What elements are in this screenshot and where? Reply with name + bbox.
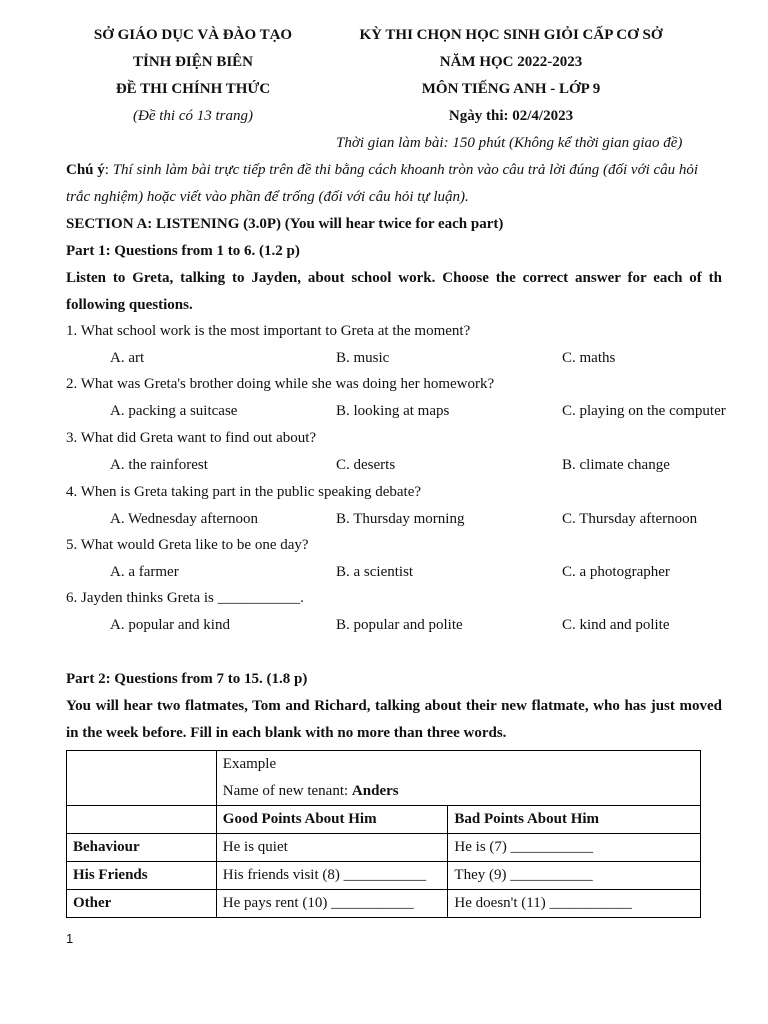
table-cell-empty bbox=[67, 806, 217, 834]
q3-option-c[interactable]: C. deserts bbox=[336, 457, 396, 473]
question-6: 6. Jayden thinks Greta is ___________. bbox=[66, 590, 304, 606]
header-official-exam: ĐỀ THI CHÍNH THỨC bbox=[115, 81, 271, 97]
q3-option-a[interactable]: A. the rainforest bbox=[110, 457, 208, 473]
header-exam-date: Ngày thi: 02/4/2023 bbox=[448, 108, 574, 124]
header-department: SỞ GIÁO DỤC VÀ ĐÀO TẠO bbox=[93, 27, 293, 43]
blank-10[interactable]: He pays rent (10) ___________ bbox=[216, 890, 448, 918]
q5-option-c[interactable]: C. a photographer bbox=[562, 564, 670, 580]
row-label-friends: His Friends bbox=[67, 862, 217, 890]
q2-option-b[interactable]: B. looking at maps bbox=[336, 403, 450, 419]
q4-option-c[interactable]: C. Thursday afternoon bbox=[562, 511, 698, 527]
table-row bbox=[67, 862, 701, 890]
part2-instruction-2: in the week before. Fill in each blank with no more than three words. bbox=[66, 725, 507, 741]
table-header-row bbox=[67, 806, 701, 834]
header-exam-name: KỲ THI CHỌN HỌC SINH GIỎI CẤP CƠ SỞ bbox=[359, 27, 663, 43]
blank-8[interactable]: His friends visit (8) ___________ bbox=[216, 862, 448, 890]
q6-option-b[interactable]: B. popular and polite bbox=[336, 617, 463, 633]
table-example-row bbox=[67, 751, 701, 806]
part2-title: Part 2: Questions from 7 to 15. (1.8 p) bbox=[66, 671, 308, 687]
q5-option-b[interactable]: B. a scientist bbox=[336, 564, 414, 580]
example-label: Example bbox=[222, 756, 277, 772]
part1-title: Part 1: Questions from 1 to 6. (1.2 p) bbox=[66, 243, 300, 259]
note-separator: : bbox=[104, 162, 113, 178]
q6-option-a[interactable]: A. popular and kind bbox=[110, 617, 230, 633]
question-5: 5. What would Greta like to be one day? bbox=[66, 537, 309, 553]
header-province: TỈNH ĐIỆN BIÊN bbox=[132, 54, 254, 70]
q4-option-b[interactable]: B. Thursday morning bbox=[336, 511, 465, 527]
tenant-name: Anders bbox=[351, 783, 399, 799]
q6-option-c[interactable]: C. kind and polite bbox=[562, 617, 670, 633]
blank-11[interactable]: He doesn't (11) ___________ bbox=[448, 890, 701, 918]
table-row bbox=[67, 834, 701, 862]
tenant-line bbox=[223, 778, 694, 805]
question-1: 1. What school work is the most important to Greta at the moment? bbox=[66, 323, 471, 339]
blank-7[interactable]: He is (7) ___________ bbox=[448, 834, 701, 862]
header-subject: MÔN TIẾNG ANH - LỚP 9 bbox=[421, 81, 601, 97]
q1-option-b[interactable]: B. music bbox=[336, 350, 390, 366]
table-example-cell bbox=[216, 751, 700, 806]
note-text-1: Thí sinh làm bài trực tiếp trên đề thi bằng cách khoanh tròn vào câu trả lời đúng (đối với câu hỏi bbox=[112, 162, 699, 178]
q2-option-a[interactable]: A. packing a suitcase bbox=[110, 403, 238, 419]
cell-good-behaviour: He is quiet bbox=[216, 834, 448, 862]
question-3: 3. What did Greta want to find out about? bbox=[66, 430, 317, 446]
part1-instruction-1: Listen to Greta, talking to Jayden, about school work. Choose the correct answer for each of th bbox=[66, 270, 722, 286]
column-header-good: Good Points About Him bbox=[216, 806, 448, 834]
q2-option-c[interactable]: C. playing on the computer bbox=[562, 403, 726, 419]
section-a-title: SECTION A: LISTENING (3.0P) (You will hear twice for each part) bbox=[66, 216, 504, 232]
note-line-2: trắc nghiệm) hoặc viết vào phần để trống (đối với câu hỏi tự luận). bbox=[66, 189, 469, 205]
q4-option-a[interactable]: A. Wednesday afternoon bbox=[110, 511, 259, 527]
note-line-1 bbox=[66, 162, 698, 179]
q5-option-a[interactable]: A. a farmer bbox=[110, 564, 179, 580]
q1-option-c[interactable]: C. maths bbox=[562, 350, 616, 366]
q1-option-a[interactable]: A. art bbox=[110, 350, 145, 366]
part1-instruction-2: following questions. bbox=[66, 297, 193, 313]
question-2: 2. What was Greta's brother doing while she was doing her homework? bbox=[66, 376, 495, 392]
blank-9[interactable]: They (9) ___________ bbox=[448, 862, 701, 890]
page-number: 1 bbox=[66, 931, 74, 946]
table-row bbox=[67, 890, 701, 918]
row-label-behaviour: Behaviour bbox=[67, 834, 217, 862]
tenant-label: Name of new tenant: bbox=[222, 783, 352, 799]
part2-instruction-1: You will hear two flatmates, Tom and Richard, talking about their new flatmate, who has just moved bbox=[66, 698, 722, 714]
column-header-bad: Bad Points About Him bbox=[448, 806, 701, 834]
row-label-other: Other bbox=[67, 890, 217, 918]
note-label: Chú ý bbox=[66, 162, 105, 178]
header-school-year: NĂM HỌC 2022-2023 bbox=[439, 54, 583, 70]
header-time-allowed: Thời gian làm bài: 150 phút (Không kể thời gian giao đề) bbox=[336, 135, 683, 151]
header-page-count: (Đề thi có 13 trang) bbox=[133, 108, 253, 124]
table-cell-empty bbox=[67, 751, 217, 806]
q3-option-b[interactable]: B. climate change bbox=[562, 457, 670, 473]
question-4: 4. When is Greta taking part in the public speaking debate? bbox=[66, 484, 422, 500]
notes-table bbox=[66, 750, 701, 918]
